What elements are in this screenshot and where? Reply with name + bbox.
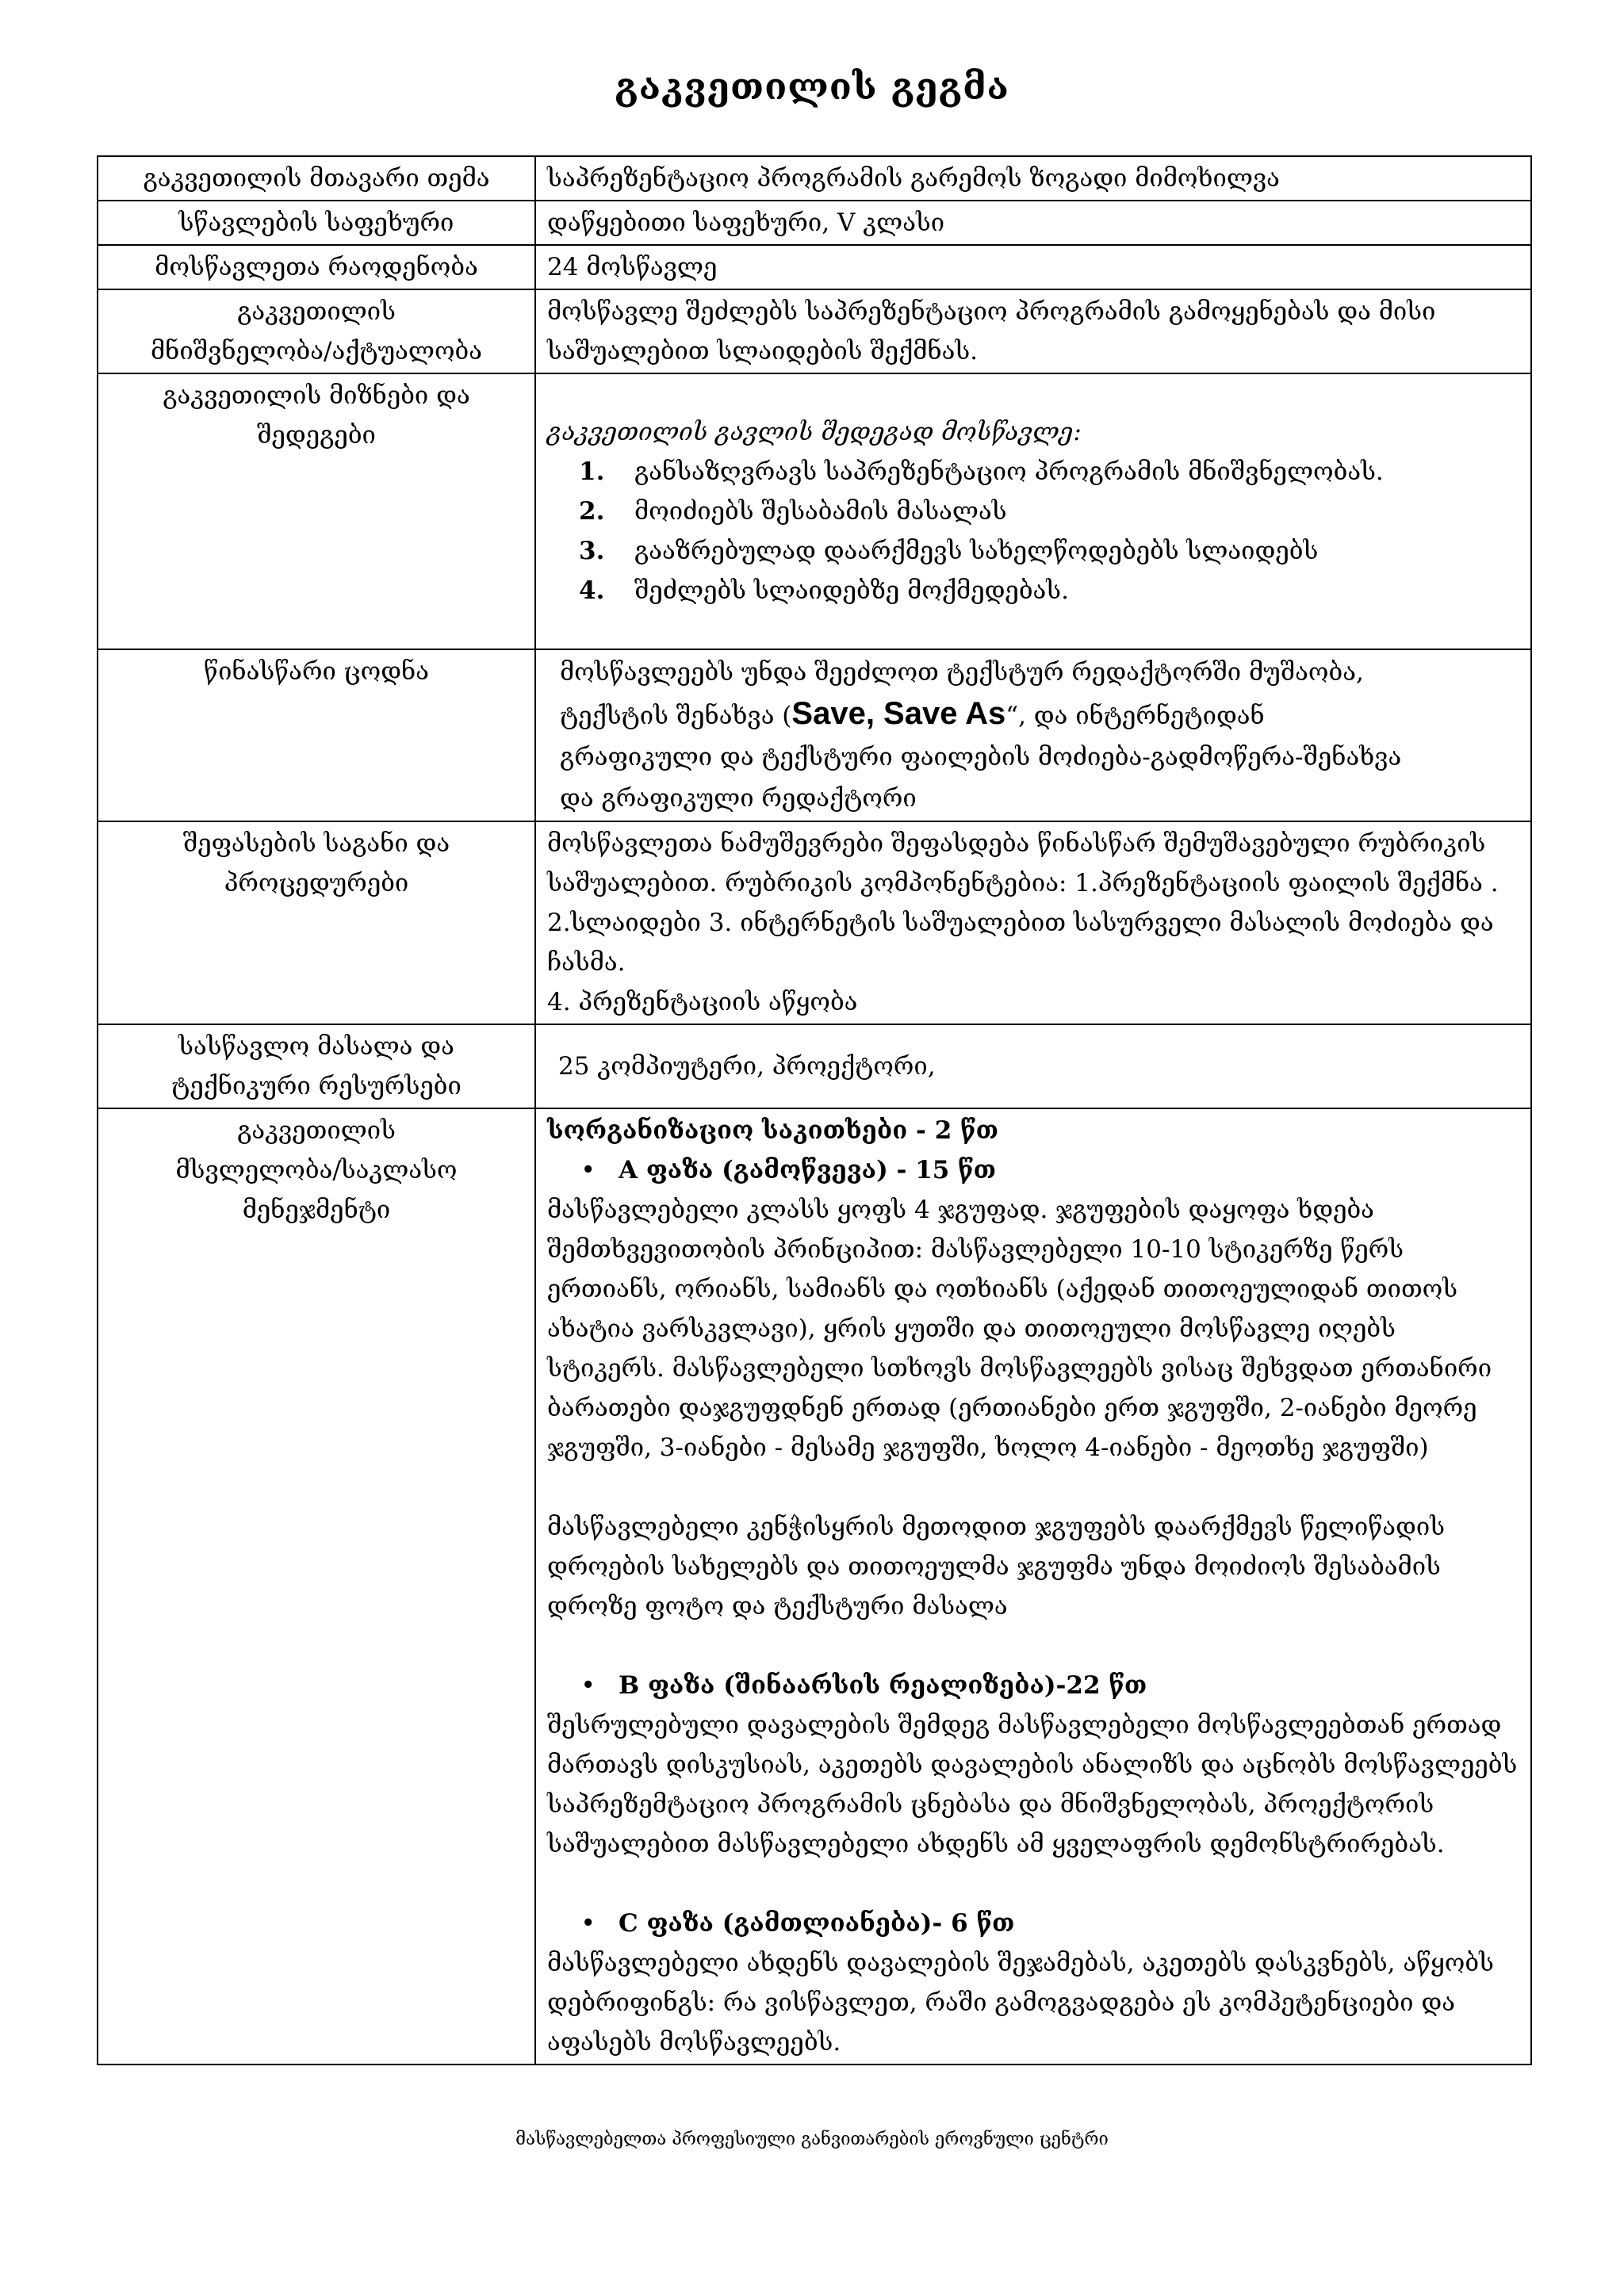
prior-line2	[560, 693, 1519, 737]
value-process	[535, 1108, 1531, 2064]
phase-b-text: შესრულებული დავალების შემდეგ მასწავლებელი მოსწავლეებთან ერთად მართავს დისკუსიას, აკეთებს დავალების ანალიზს და აცნობს მოსწავლეებს საპრეზემტაციო პროგრამის ცნებასა და მნიშვნელობას, პროექტორის საშუალებით მასწავლებელი ახდენს ამ ყველაფრის დემონსტრირებას.	[547, 1711, 1518, 1858]
label-materials-line2: ტექნიკური რესურსები	[171, 1072, 462, 1100]
label-level: სწავლების საფეხური	[98, 201, 535, 245]
label-materials-line1: სასწავლო მასალა და	[178, 1032, 454, 1061]
phase-c-text: მასწავლებელი ახდენს დავალების შეჯამებას, აკეთებს დასკვნებს, აწყობს დებრიფინგს: რა ვისწავლეთ, რაში გამოგვადგება ეს კომპეტენციები და აფასებს მოსწავლეებს.	[547, 1949, 1494, 2057]
value-prior	[535, 649, 1531, 821]
value-students: 24 მოსწავლე	[535, 245, 1531, 289]
page-footer: მასწავლებელთა პროფესიული განვითარების ეროვნული ცენტრი	[515, 2130, 1109, 2149]
goal-number: 3.	[579, 537, 605, 565]
label-relevance-line2: მნიშვნელობა/აქტუალობა	[150, 337, 483, 365]
label-process-line2: მსვლელობა/საკლასო	[175, 1156, 458, 1184]
goal-number: 4.	[579, 576, 605, 605]
phase-c-heading	[547, 1904, 1519, 1943]
table-row-topic	[98, 156, 1531, 201]
label-goals	[98, 373, 535, 649]
table-row-process	[98, 1108, 1531, 2064]
value-assessment	[535, 821, 1531, 1024]
goals-intro: გაკვეთილის გავლის შედეგად მოსწავლე:	[547, 418, 1082, 446]
label-process-line1: გაკვეთილის	[237, 1116, 396, 1145]
prior-line2-post: “, და ინტერნეტიდან	[1005, 702, 1265, 730]
table-row-prior	[98, 649, 1531, 821]
label-students: მოსწავლეთა რაოდენობა	[98, 245, 535, 289]
phase-a-title: A ფაზა (გამოწვევა) - 15 წთ	[619, 1156, 997, 1184]
prior-line3: გრაფიკული და ტექსტური ფაილების მოძიება-გადმოწერა-შენახვა	[560, 743, 1402, 771]
table-row-relevance	[98, 289, 1531, 373]
assessment-tail: 4. პრეზენტაციის აწყობა	[547, 988, 858, 1016]
label-materials	[98, 1024, 535, 1108]
phase-a-heading	[547, 1150, 1519, 1190]
prior-line2-pre: ტექსტის შენახვა (	[560, 702, 792, 730]
list-item	[579, 452, 1519, 492]
label-process	[98, 1108, 535, 2064]
value-topic: საპრეზენტაციო პროგრამის გარემოს ზოგადი მიმოხილვა	[535, 156, 1531, 201]
prior-line1: მოსწავლეებს უნდა შეეძლოთ ტექსტურ რედაქტორში მუშაობა,	[560, 658, 1364, 687]
phase-b-title: B ფაზა (შინაარსის რეალიზება)-22 წთ	[619, 1671, 1147, 1700]
goals-list	[579, 452, 1519, 610]
org-heading: სორგანიზაციო საკითხები - 2 წთ	[547, 1116, 998, 1145]
list-item	[579, 531, 1519, 571]
goal-number: 2.	[579, 497, 605, 526]
table-row-level	[98, 201, 1531, 245]
label-assessment-line1: შეფასების საგანი და	[182, 829, 450, 858]
table-row-students	[98, 245, 1531, 289]
phase-b-heading	[547, 1666, 1519, 1705]
bullet-icon: •	[581, 1158, 595, 1182]
goal-text: გააზრებულად დაარქმევს სახელწოდებებს სლაიდებს	[634, 537, 1319, 565]
spacer	[547, 1468, 1519, 1507]
label-relevance-line1: გაკვეთილის	[237, 297, 396, 326]
document-title: გაკვეთილის გეგმა	[615, 65, 1009, 108]
goal-text: მოიძიებს შესაბამის მასალას	[634, 497, 1007, 526]
assessment-text: მოსწავლეთა ნამუშევრები შეფასდება წინასწარ შემუშავებული რუბრიკის საშუალებით. რუბრიკის კომპონენტებია: 1.პრეზენტაციის ფაილის შექმნა . 2.სლაიდები 3. ინტერნეტის საშუალებით სასურველი მასალის მოძიება და ჩასმა.	[547, 829, 1499, 977]
label-assessment-line2: პროცედურები	[224, 869, 409, 897]
prior-line4: და გრაფიკული რედაქტორი	[560, 784, 917, 813]
label-prior: წინასწარი ცოდნა	[98, 649, 535, 821]
prior-save-terms: Save, Save As	[791, 696, 1006, 731]
value-materials: 25 კომპიუტერი, პროექტორი,	[535, 1024, 1531, 1108]
value-level: დაწყებითი საფეხური, V კლასი	[535, 201, 1531, 245]
label-assessment	[98, 821, 535, 1024]
label-relevance	[98, 289, 535, 373]
bullet-icon: •	[581, 1911, 595, 1935]
phase-a-text-2: მასწავლებელი კენჭისყრის მეთოდით ჯგუფებს დაარქმევს წელიწადის დროების სახელებს და თითოეულმა ჯგუფმა უნდა მოიძიოს შესაბამის დროზე ფოტო და ტექსტური მასალა	[547, 1513, 1446, 1621]
list-item	[579, 492, 1519, 531]
lesson-plan-table	[97, 155, 1532, 2065]
value-relevance: მოსწავლე შეძლებს საპრეზენტაციო პროგრამის გამოყენებას და მისი საშუალებით სლაიდების შექმნას.	[535, 289, 1531, 373]
spacer	[547, 1626, 1519, 1666]
table-row-assessment	[98, 821, 1531, 1024]
goal-text: განსაზღვრავს საპრეზენტაციო პროგრამის მნიშვნელობას.	[634, 457, 1384, 486]
bullet-icon: •	[581, 1674, 595, 1697]
value-goals	[535, 373, 1531, 649]
label-goals-line1: გაკვეთილის მიზნები და	[163, 381, 470, 410]
phase-c-title: C ფაზა (გამთლიანება)- 6 წთ	[619, 1909, 1015, 1938]
list-item	[579, 571, 1519, 610]
table-row-goals	[98, 373, 1531, 649]
goal-number: 1.	[579, 457, 605, 486]
label-goals-line2: შედეგები	[257, 421, 376, 450]
label-process-line3: მენეჯმენტი	[242, 1196, 391, 1224]
goal-text: შეძლებს სლაიდებზე მოქმედებას.	[634, 576, 1069, 605]
spacer	[547, 1864, 1519, 1904]
label-topic: გაკვეთილის მთავარი თემა	[98, 156, 535, 201]
table-row-materials	[98, 1024, 1531, 1108]
phase-a-text-1: მასწავლებელი კლასს ყოფს 4 ჯგუფად. ჯგუფების დაყოფა ხდება შემთხვევითობის პრინციპით: მასწავლებელი 10-10 სტიკერზე წერს ერთიანს, ორიანს, სამიანს და ოთხიანს (აქედან თითოეულიდან თითოს ახატია ვარსკვლავი), ყრის ყუთში და თითოეული მოსწავლე იღებს სტიკერს. მასწავლებელი სთხოვს მოსწავლეებს ვისაც შეხვდათ ერთანირი ბარათები დაჯგუფდნენ ერთად (ერთიანები ერთ ჯგუფში, 2-იანები მეორე ჯგუფში, 3-იანები - მესამე ჯგუფში, ხოლო 4-იანები - მეოთხე ჯგუფში)	[547, 1196, 1492, 1462]
